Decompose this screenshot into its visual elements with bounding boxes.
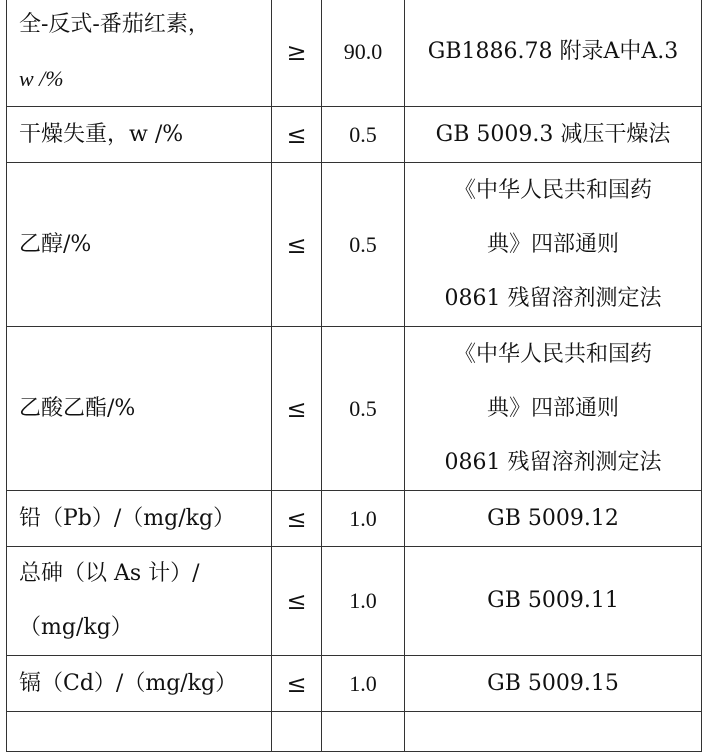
table-row [7, 327, 702, 491]
method-cell [405, 547, 702, 656]
method-line: 《中华人民共和国药 [453, 177, 652, 203]
item-line: 铅（Pb）/（mg/kg） [19, 505, 236, 531]
method-line: 0861 残留溶剂测定法 [444, 285, 662, 311]
method-line: GB 5009.11 [487, 588, 619, 613]
table-row [7, 0, 702, 107]
table-row [7, 163, 702, 327]
value-cell: 0.5 [322, 163, 405, 327]
item-cell [7, 107, 272, 163]
operator-cell: ≤ [272, 107, 322, 163]
operator-cell: ≤ [272, 327, 322, 491]
operator-cell: ≤ [272, 547, 322, 656]
item-cell [7, 547, 272, 656]
method-line: GB 5009.12 [487, 505, 619, 531]
method-line: 0861 残留溶剂测定法 [444, 449, 662, 475]
operator-cell: ≤ [272, 491, 322, 547]
method-cell [405, 107, 702, 163]
table-row [7, 491, 702, 547]
empty-cell [7, 712, 272, 752]
item-cell [7, 0, 272, 107]
empty-cell [272, 712, 322, 752]
spec-table [6, 0, 702, 752]
item-cell [7, 163, 272, 327]
value-cell: 1.0 [322, 656, 405, 712]
item-cell [7, 491, 272, 547]
item-line: 乙醇/% [19, 231, 92, 257]
method-line: GB 5009.15 [487, 670, 619, 696]
method-cell [405, 0, 702, 107]
item-cell [7, 656, 272, 712]
method-cell [405, 163, 702, 327]
value-cell: 1.0 [322, 547, 405, 656]
item-line: （mg/kg） [19, 615, 133, 640]
value-cell: 90.0 [322, 0, 405, 107]
item-line: 乙酸乙酯/% [19, 395, 136, 421]
value-cell: 0.5 [322, 107, 405, 163]
method-line: GB 5009.3 减压干燥法 [435, 121, 671, 147]
method-line: 典》四部通则 [486, 231, 619, 257]
method-cell [405, 491, 702, 547]
item-line: 镉（Cd）/（mg/kg） [19, 670, 238, 696]
method-line: GB1886.78 附录A中A.3 [427, 39, 679, 64]
method-cell [405, 327, 702, 491]
operator-cell: ≤ [272, 163, 322, 327]
method-line: 典》四部通则 [486, 395, 619, 421]
table-row [7, 547, 702, 656]
item-line: 干燥失重，w /% [19, 121, 184, 147]
operator-cell: ≤ [272, 656, 322, 712]
value-cell: 1.0 [322, 491, 405, 547]
empty-cell [322, 712, 405, 752]
operator-cell: ≥ [272, 0, 322, 107]
table-row [7, 656, 702, 712]
item-line: 总砷（以 As 计）/ [19, 561, 200, 586]
value-cell: 0.5 [322, 327, 405, 491]
method-line: 《中华人民共和国药 [453, 341, 652, 367]
item-line: 全-反式-番茄红素， [19, 12, 210, 37]
item-line: w /% [19, 66, 64, 91]
item-cell [7, 327, 272, 491]
table-row [7, 107, 702, 163]
empty-cell [405, 712, 702, 752]
table-row [7, 712, 702, 752]
method-cell [405, 656, 702, 712]
